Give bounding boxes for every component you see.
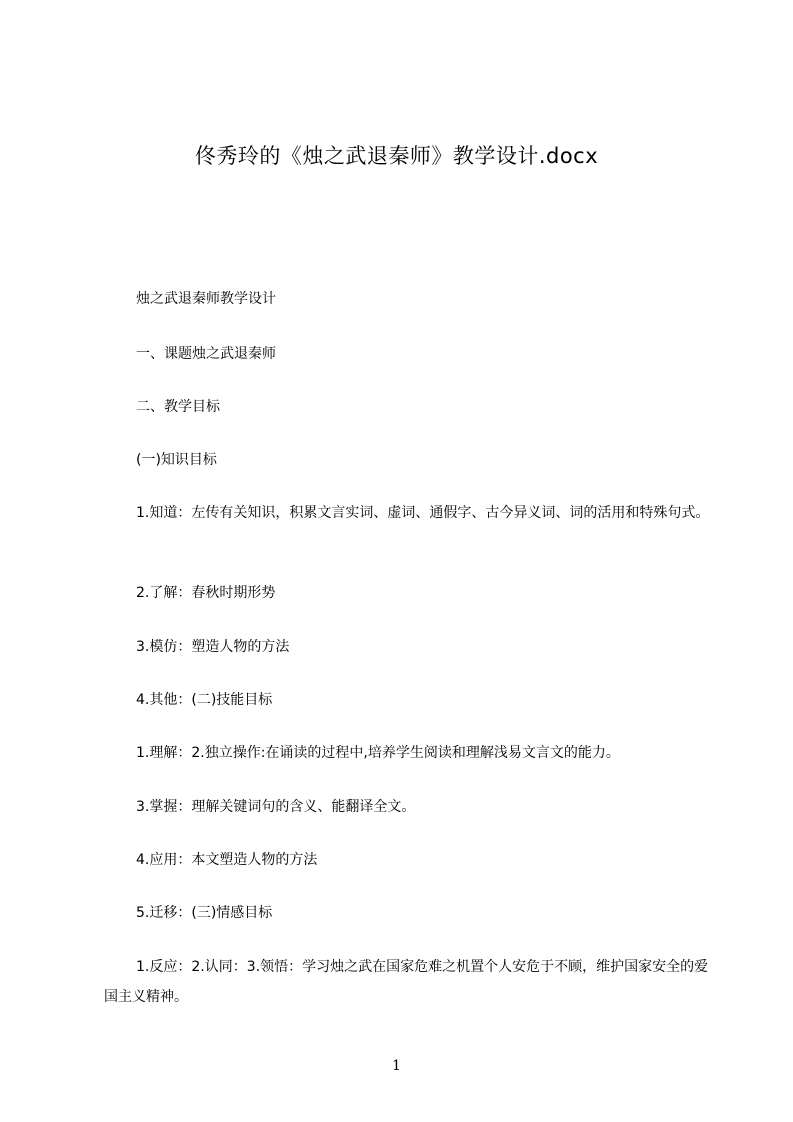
- paragraph-item-react: [104, 952, 714, 1012]
- paragraph-text: 1.反应：2.认同：3.领悟：学习烛之武在国家危难之机置个人安危于不顾，维护国家安全的爱国主义精神。: [104, 959, 709, 1005]
- paragraph-text: 1.知道：左传有关知识，积累文言实词、虚词、通假字、古今异义词、词的活用和特殊句式。: [136, 505, 710, 521]
- paragraph-item-understand: [104, 578, 714, 608]
- paragraph-item-transfer: [104, 898, 714, 928]
- paragraph-item-know: [104, 498, 714, 528]
- paragraph-item-other: [104, 685, 714, 715]
- page-number: 1: [392, 1058, 401, 1074]
- paragraph-section-1: [104, 339, 714, 369]
- paragraph-item-apply: [104, 845, 714, 875]
- paragraph-subsection-knowledge: [104, 445, 714, 475]
- paragraph-item-imitate: [104, 632, 714, 662]
- paragraph-item-master: [104, 792, 714, 822]
- paragraph-text: 3.掌握：理解关键词句的含义、能翻译全文。: [136, 799, 416, 815]
- paragraph-text: 5.迁移：(三)情感目标: [136, 905, 273, 921]
- paragraph-text: (一)知识目标: [136, 452, 217, 468]
- paragraph-text: 3.模仿：塑造人物的方法: [136, 639, 290, 655]
- paragraph-section-2: [104, 392, 714, 422]
- paragraph-text: 一、课题烛之武退秦师: [136, 346, 276, 362]
- paragraph-heading: [104, 284, 714, 314]
- paragraph-text: 4.应用：本文塑造人物的方法: [136, 852, 318, 868]
- paragraph-text: 4.其他：(二)技能目标: [136, 692, 273, 708]
- paragraph-text: 1.理解：2.独立操作:在诵读的过程中,培养学生阅读和理解浅易文言文的能力。: [136, 745, 620, 761]
- paragraph-item-comprehend: [104, 738, 714, 768]
- paragraph-text: 二、教学目标: [136, 399, 220, 415]
- document-title: 佟秀玲的《烛之武退秦师》教学设计.docx: [194, 144, 599, 168]
- paragraph-text: 2.了解：春秋时期形势: [136, 585, 276, 601]
- paragraph-text: 烛之武退秦师教学设计: [136, 291, 276, 307]
